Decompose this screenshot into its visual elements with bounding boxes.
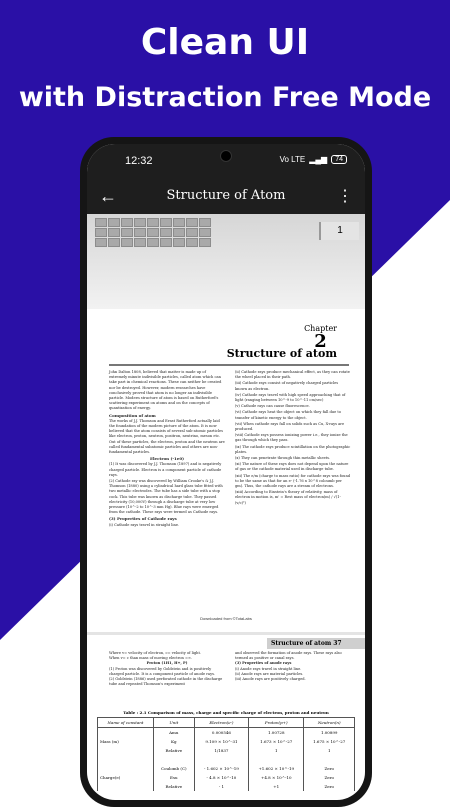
subheading: Electron (-1e0) bbox=[149, 456, 185, 462]
table-cell bbox=[98, 755, 154, 764]
table-cell: +4.8 × 10^-10 bbox=[249, 773, 304, 782]
table-cell: 1.00899 bbox=[304, 728, 355, 738]
table-cell: Esu bbox=[153, 773, 194, 782]
promo-subheadline: with Distraction Free Mode bbox=[18, 82, 432, 113]
table-row bbox=[98, 728, 355, 738]
table-row bbox=[98, 773, 355, 782]
page-right-column bbox=[235, 370, 351, 507]
subheading: Proton (1H1, H+, P) bbox=[146, 661, 188, 666]
chapter-rule bbox=[109, 364, 349, 366]
list-item: (viii) Cathode rays possess ionizing power i.e., they ionize the gas through which they pass. bbox=[235, 433, 348, 443]
periodic-table-illustration bbox=[95, 218, 211, 247]
table-header-row bbox=[98, 718, 355, 728]
table-cell: +1.602 × 10^-19 bbox=[249, 764, 304, 773]
page-title: Structure of Atom bbox=[166, 188, 286, 203]
table-cell: 1.675 × 10^-27 bbox=[304, 737, 355, 746]
paragraph: When v= c than mass of moving electron =∞. bbox=[109, 656, 193, 661]
back-arrow-icon[interactable]: ← bbox=[99, 186, 117, 206]
page-divider bbox=[87, 632, 365, 635]
signal-icon: Vo LTE bbox=[279, 155, 306, 164]
status-bar bbox=[87, 144, 365, 180]
running-header: Structure of atom 37 bbox=[267, 638, 365, 649]
table-cell: - 1 bbox=[194, 782, 248, 791]
table-cell bbox=[194, 755, 248, 764]
subheading: (3) Properties of Cathode rays bbox=[109, 516, 177, 522]
more-vertical-icon[interactable]: ⋮ bbox=[337, 188, 353, 205]
phone-screen bbox=[87, 144, 365, 800]
paragraph: (1) It was discovered by J.J. Thomson (1897) and is negatively charged particle. Electron is a component particle of cathode rays. bbox=[109, 462, 222, 477]
table-header-cell: Electron(e-) bbox=[194, 718, 248, 728]
status-icons bbox=[280, 155, 347, 164]
wifi-icon: ▂▄▆ bbox=[309, 155, 328, 164]
paragraph: (1) Proton was discovered by Goldstein and is positively charged particle. It is a component particle of anode rays. bbox=[109, 666, 216, 676]
table-cell: Zero bbox=[304, 764, 355, 773]
table-cell: 1 bbox=[249, 746, 304, 755]
list-item: (ii) Cathode rays produce mechanical effect, as they can rotate the wheel placed in their path. bbox=[235, 370, 350, 380]
subheading: (3) Properties of anode rays bbox=[235, 661, 292, 666]
list-item: (vii) When cathode rays fall on solids such as Cu, X-rays are produced. bbox=[235, 421, 345, 432]
page-left-column bbox=[109, 370, 225, 529]
table-cell: Mass (m) bbox=[98, 737, 154, 746]
download-note: Downloaded from ©TotaLabs bbox=[200, 616, 252, 621]
chapter-word: Chapter bbox=[304, 324, 337, 333]
paragraph: (2) Cathode ray was discovered by William Crooke's & J.J. Thomson (1880) using a cylindrical hard glass tube fitted with two metallic electrodes. The tube has a side tube with a stop cock. This tube was known as discharge tube. They passed electricity (10,000V) through a discharge tube at very low pressure (10^-2 to 10^-3 mm Hg). Blue rays were emerged from the cathode. These rays were termed as Cathode rays. bbox=[109, 479, 223, 515]
page2-right-column bbox=[235, 651, 351, 682]
chapter-header-image bbox=[87, 214, 365, 309]
list-item: (ii) Anode rays are material particles. bbox=[235, 671, 304, 676]
list-item: (iii) Anode rays are positively charged. bbox=[235, 677, 306, 682]
table-cell bbox=[153, 755, 194, 764]
status-time: 12:32 bbox=[125, 155, 153, 167]
list-item: (v) Cathode rays can cause fluorescence. bbox=[235, 404, 310, 409]
paragraph: John Dalton 1808, believed that matter is made up of extremely minute indivisible particles, called atom which can take part in chemical reactions. These can neither be created nor be destroyed. However, modern researches have conclusively proved that atom is no longer an indivisible particle. Modern structure of atom is based on Rutherford's scattering experiment on atoms and on the concepts of quantization of energy. bbox=[109, 370, 222, 411]
front-camera bbox=[220, 150, 232, 162]
paragraph: (i) Cathode rays travel in straight line. bbox=[109, 522, 180, 527]
table-cell: +1 bbox=[249, 782, 304, 791]
table-row bbox=[98, 755, 355, 764]
paragraph: Where v= velocity of electron, c= velocity of light. bbox=[109, 651, 202, 655]
battery-icon: 74 bbox=[331, 155, 347, 164]
list-item: (xiii) According to Einstein's theory of relativity, mass of electron in motion is, m' = Rest mass of electron(m) / √(1-(v/c)²) bbox=[235, 490, 341, 505]
table-cell: 1 bbox=[304, 746, 355, 755]
table-row bbox=[98, 746, 355, 755]
table-row bbox=[98, 782, 355, 791]
table-row bbox=[98, 764, 355, 773]
paragraph: and observed the formation of anode rays. These rays also termed as positive or canal rays. bbox=[235, 651, 342, 661]
table-header-cell: Name of constant bbox=[98, 718, 154, 728]
list-item: (iii) Cathode rays consist of negatively charged particles known as electron. bbox=[235, 381, 339, 391]
table-cell bbox=[98, 764, 154, 773]
table-cell: - 1.602 × 10^-19 bbox=[194, 764, 248, 773]
table-cell: Kg bbox=[153, 737, 194, 746]
table-cell: Relative bbox=[153, 746, 194, 755]
table-body bbox=[98, 728, 355, 792]
table-cell bbox=[304, 755, 355, 764]
table-header-cell: Neutron(n) bbox=[304, 718, 355, 728]
table-cell bbox=[98, 728, 154, 738]
page-number-tab: 1 bbox=[319, 222, 359, 240]
promo-headline: Clean UI bbox=[140, 22, 310, 63]
table-cell: 9.109 × 10^-31 bbox=[194, 737, 248, 746]
table-cell bbox=[98, 746, 154, 755]
paragraph: The works of J.J. Thomson and Ernst Rutherford actually laid the foundation of the modern picture of the atom. It is now believed that the atom consists of several sub-atomic particles like electron, proton, neutron, positron, neutrino, meson etc. Out of these particles, the electron, proton and the neutron are called fundamental subatomic particles and others are non-fundamental particles. bbox=[109, 418, 225, 455]
list-item: (xi) The nature of these rays does not depend upon the nature of gas or the cathode material used in discharge tube. bbox=[235, 462, 349, 472]
list-item: (i) Anode rays travel in straight line. bbox=[235, 666, 302, 671]
table-cell: Coulomb (C) bbox=[153, 764, 194, 773]
chapter-number: 2 bbox=[314, 331, 327, 352]
section-heading: Composition of atom bbox=[109, 412, 156, 418]
chapter-title: Structure of atom bbox=[226, 347, 337, 360]
table-header-cell: Proton(p+) bbox=[249, 718, 304, 728]
table-cell: 1.673 × 10^-27 bbox=[249, 737, 304, 746]
list-item: (xii) The e/m (charge to mass ratio) for cathode rays was found to be the same as that for an e- (-1.76 x 10^8 coloumb per gm). Thus, the cathode rays are a stream of electrons. bbox=[235, 473, 351, 489]
page2-left-column bbox=[109, 651, 225, 687]
table-header-cell: Unit bbox=[153, 718, 194, 728]
table-caption: Table : 2.1 Comparison of mass, charge and specific charge of electron, proton and neutron bbox=[123, 710, 329, 715]
table-cell: 0.000546 bbox=[194, 728, 248, 738]
table-cell: 1.00728 bbox=[249, 728, 304, 738]
table-cell bbox=[249, 755, 304, 764]
table-row bbox=[98, 737, 355, 746]
list-item: (x) They can penetrate through thin metallic sheets. bbox=[235, 456, 331, 461]
table-cell: Zero bbox=[304, 782, 355, 791]
table-cell: 1/1837 bbox=[194, 746, 248, 755]
table-cell: - 4.8 × 10^-10 bbox=[194, 773, 248, 782]
list-item: (iv) Cathode rays travel with high speed approaching that of light (ranging between 10^-9 to 10^-11 cm/sec) bbox=[235, 392, 346, 403]
table-cell bbox=[98, 782, 154, 791]
app-bar bbox=[87, 180, 365, 214]
paragraph: (2) Goldstein (1886) used perforated cathode in the discharge tube and repeated Thomson's experiment bbox=[109, 677, 223, 687]
table-cell: Zero bbox=[304, 773, 355, 782]
table-cell: Amu bbox=[153, 728, 194, 738]
table-cell: Relative bbox=[153, 782, 194, 791]
list-item: (vi) Cathode rays heat the object on which they fall due to transfer of kinetic energy to the object. bbox=[235, 410, 341, 420]
table-cell: Charge(e) bbox=[98, 773, 154, 782]
comparison-table bbox=[97, 717, 355, 791]
list-item: (ix) The cathode rays produce scintillation on the photographic plates. bbox=[235, 444, 351, 454]
